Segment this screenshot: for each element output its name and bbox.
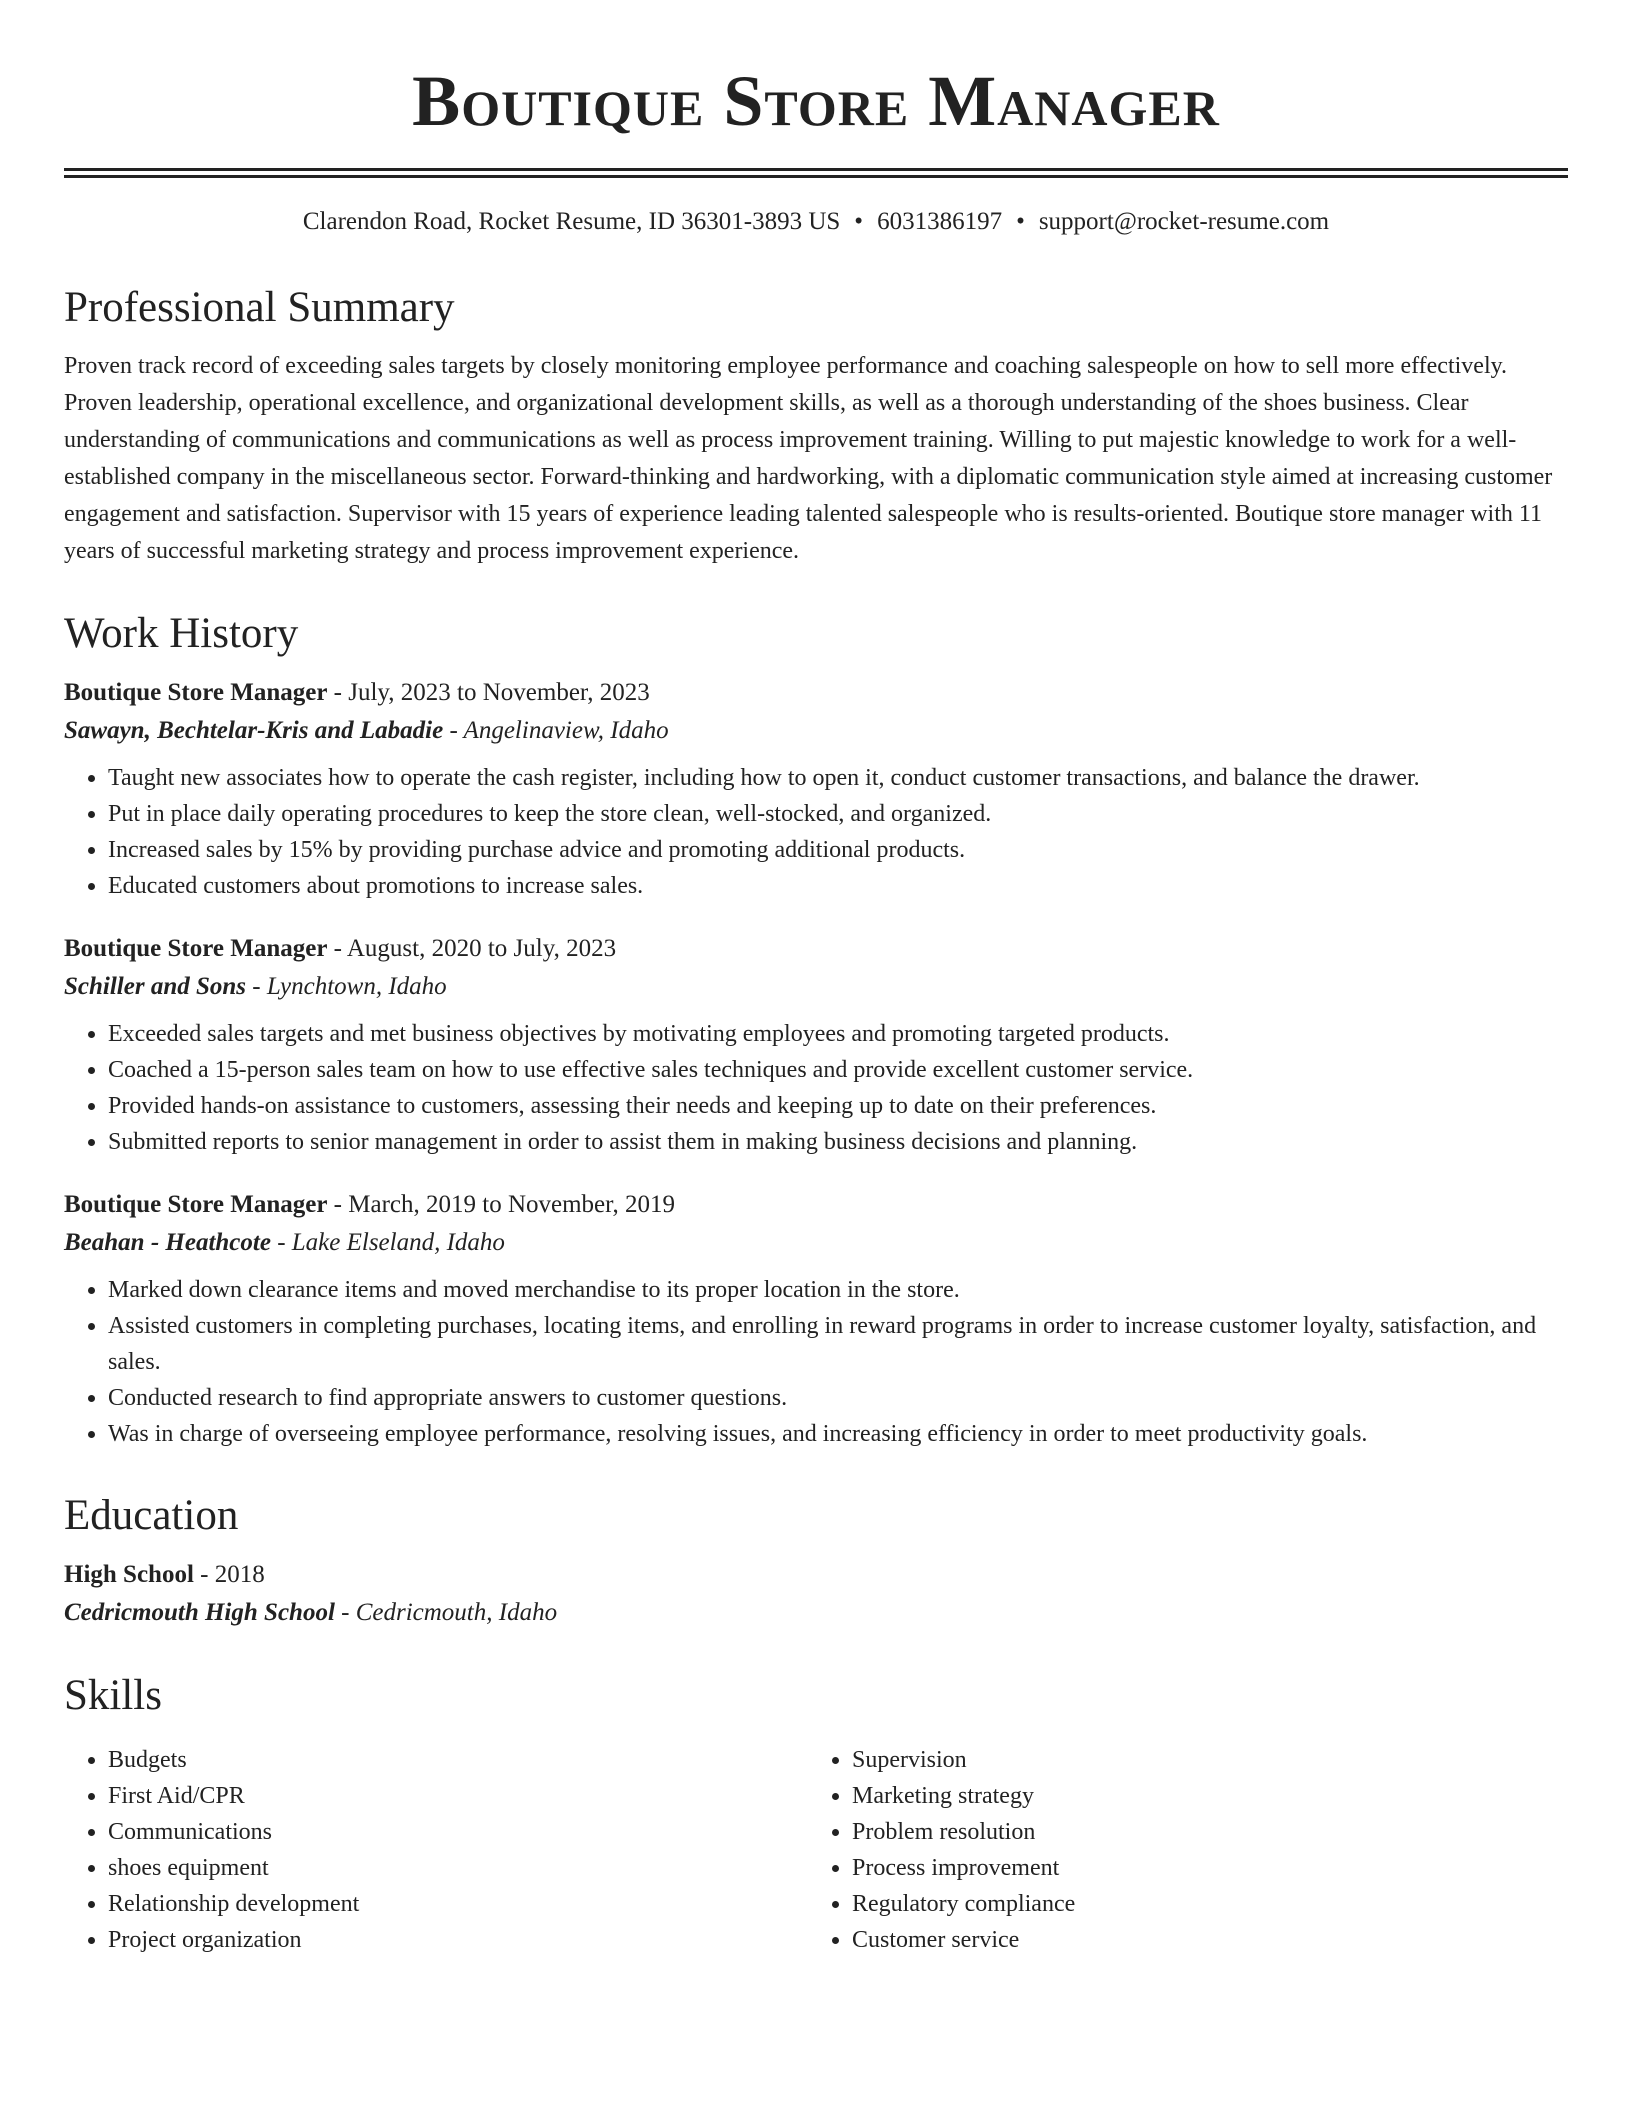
job-dates: - July, 2023 to November, 2023 xyxy=(327,679,650,706)
summary-text: Proven track record of exceeding sales targets by closely monitoring employee performance and coaching salespeople on how to sell more effectively. Proven leadership, operational excellence, and organizational development skills, as well as a thorough understanding of the shoes business. Clear understanding of communications and communications as well as process improvement training. Willing to put majestic knowledge to work for a well-established company in the miscellaneous sector. Forward-thinking and hardworking, with a diplomatic communication style aimed at increasing customer engagement and satisfaction. Supervisor with 15 years of experience leading talented salespeople who is results-oriented. Boutique store manager with 11 years of successful marketing strategy and process improvement experience. xyxy=(64,353,1553,564)
contact-line xyxy=(64,206,1568,238)
job-dates: - August, 2020 to July, 2023 xyxy=(327,935,617,962)
job-location: - Lynchtown, Idaho xyxy=(246,973,447,1000)
header-double-rule xyxy=(64,168,1568,178)
job-company-line xyxy=(64,712,1568,750)
job-title-line xyxy=(64,1186,1568,1224)
job-bullet: • Put in place daily operating procedures to keep the store clean, well-stocked, and organized. xyxy=(108,796,1568,832)
section-title-skills: Skills xyxy=(64,1672,162,1719)
contact-address: Clarendon Road, Rocket Resume, ID 36301-3893 US xyxy=(302,208,841,235)
section-title-work-history: Work History xyxy=(64,610,299,657)
job-role: Boutique Store Manager xyxy=(64,1191,328,1218)
contact-phone: 6031386197 xyxy=(877,208,1003,235)
job-bullet: • Assisted customers in completing purchases, locating items, and enrolling in reward programs in order to increase customer loyalty, satisfaction, and sales. xyxy=(108,1308,1568,1380)
job-bullet: • Conducted research to find appropriate answers to customer questions. xyxy=(108,1380,1568,1416)
job-dates: - March, 2019 to November, 2019 xyxy=(327,1191,675,1218)
education-school-line xyxy=(64,1594,1568,1632)
contact-separator: • xyxy=(1016,208,1025,235)
skills-column-1 xyxy=(64,1742,808,1958)
contact-separator: • xyxy=(854,208,864,235)
job-bullets xyxy=(64,1016,1568,1160)
job-bullet: • Increased sales by 15% by providing purchase advice and promoting additional products. xyxy=(108,832,1568,868)
skill-item: • Regulatory compliance xyxy=(852,1886,1552,1922)
education-year: - 2018 xyxy=(193,1561,265,1588)
contact-email: support@rocket-resume.com xyxy=(1038,208,1330,235)
job-bullet: • Provided hands-on assistance to customers, assessing their needs and keeping up to date on their preferences. xyxy=(108,1088,1568,1124)
job-location: - Lake Elseland, Idaho xyxy=(270,1229,505,1256)
job-company: Schiller and Sons xyxy=(64,973,247,1000)
job-title-line xyxy=(64,674,1568,712)
section-title-summary: Professional Summary xyxy=(64,284,455,331)
job-company: Beahan - Heathcote xyxy=(64,1229,271,1256)
skill-item: • Customer service xyxy=(852,1922,1552,1958)
skill-item: • Project organization xyxy=(108,1922,808,1958)
job-bullet: • Taught new associates how to operate the cash register, including how to open it, conduct customer transactions, and balance the drawer. xyxy=(108,760,1568,796)
job-title-line xyxy=(64,930,1568,968)
skill-item: • Supervision xyxy=(852,1742,1552,1778)
education-degree-line xyxy=(64,1556,1568,1594)
education-entry xyxy=(64,1556,1568,1632)
skill-item: • Communications xyxy=(108,1814,808,1850)
job-role: Boutique Store Manager xyxy=(64,935,328,962)
job-company-line xyxy=(64,1224,1568,1262)
skill-item: • Marketing strategy xyxy=(852,1778,1552,1814)
education-school: Cedricmouth High School xyxy=(64,1599,335,1626)
skill-item: • Budgets xyxy=(108,1742,808,1778)
section-title-education: Education xyxy=(64,1492,239,1539)
education-degree: High School xyxy=(64,1561,194,1588)
skill-item: • First Aid/CPR xyxy=(108,1778,808,1814)
job-bullet: • Educated customers about promotions to increase sales. xyxy=(108,868,1568,904)
job-bullet: • Submitted reports to senior management in order to assist them in making business decisions and planning. xyxy=(108,1124,1568,1160)
job-entry xyxy=(64,674,1568,904)
job-bullets xyxy=(64,760,1568,904)
job-role: Boutique Store Manager xyxy=(64,679,328,706)
education-location: - Cedricmouth, Idaho xyxy=(334,1599,558,1626)
job-entry xyxy=(64,930,1568,1160)
skill-item: • Process improvement xyxy=(852,1850,1552,1886)
job-company-line xyxy=(64,968,1568,1006)
job-bullets xyxy=(64,1272,1568,1452)
skills-list xyxy=(64,1736,1568,1958)
job-location: - Angelinaview, Idaho xyxy=(443,717,669,744)
job-bullet: • Coached a 15-person sales team on how to use effective sales techniques and provide excellent customer service. xyxy=(108,1052,1568,1088)
skills-column-2 xyxy=(808,1742,1552,1958)
job-bullet: • Exceeded sales targets and met business objectives by motivating employees and promoting targeted products. xyxy=(108,1016,1568,1052)
resume-name: Boutique Store Manager xyxy=(412,61,1220,141)
job-company: Sawayn, Bechtelar-Kris and Labadie xyxy=(64,717,444,744)
skill-item: • Relationship development xyxy=(108,1886,808,1922)
job-entry xyxy=(64,1186,1568,1452)
skill-item: • shoes equipment xyxy=(108,1850,808,1886)
job-bullet: • Was in charge of overseeing employee performance, resolving issues, and increasing efficiency in order to meet productivity goals. xyxy=(108,1416,1568,1452)
job-bullet: • Marked down clearance items and moved merchandise to its proper location in the store. xyxy=(108,1272,1568,1308)
skill-item: • Problem resolution xyxy=(852,1814,1552,1850)
